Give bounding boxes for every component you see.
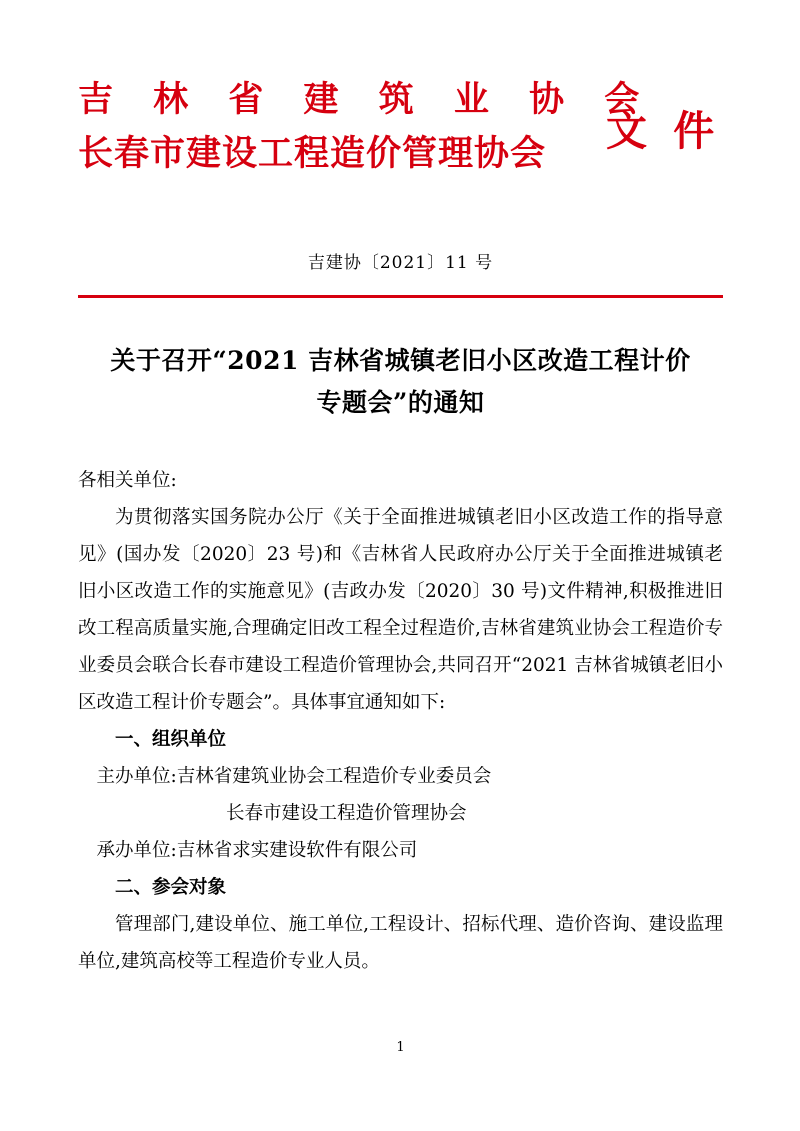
issuing-organization-line-2: 长春市建设工程造价管理协会 xyxy=(78,133,547,174)
section-heading-organizers: 一、组织单位 xyxy=(115,729,227,750)
salutation: 各相关单位: xyxy=(78,470,177,491)
page-title: 关于召开“2021 吉林省城镇老旧小区改造工程计价专题会”的通知 xyxy=(110,346,691,417)
document-body xyxy=(78,462,723,980)
letterhead xyxy=(78,72,723,202)
issuing-organization-line-1: 吉 林 省 建 筑 业 协 会 xyxy=(78,79,654,120)
document-content-area xyxy=(78,0,723,1131)
body-paragraph-1: 为贯彻落实国务院办公厅《关于全面推进城镇老旧小区改造工作的指导意见》(国办发〔2020〕23 号)和《吉林省人民政府办公厅关于全面推进城镇老旧小区改造工作的实施意见》(吉政办发〔2020〕30 号)文件精神,积极推进旧改工程高质量实施,合理确定旧改工程全过程造价,吉林省建筑业协会工程造价专业委员会联合长春市建设工程造价管理协会,共同召开“2021 吉林省城镇老旧小区改造工程计价专题会”。具体事宜通知如下: xyxy=(78,507,723,713)
section-heading-attendees: 二、参会对象 xyxy=(115,877,227,898)
organizer-unit-line: 承办单位:吉林省求实建设软件有限公司 xyxy=(96,840,418,861)
document-type-word: 文 件 xyxy=(606,107,721,155)
red-divider-rule xyxy=(78,295,723,298)
host-unit-line: 主办单位:吉林省建筑业协会工程造价专业委员会 xyxy=(96,766,492,787)
document-number: 吉建协〔2021〕11 号 xyxy=(307,253,494,273)
page-number: 1 xyxy=(396,1040,405,1055)
host-unit-line-2: 长春市建设工程造价管理协会 xyxy=(226,803,467,824)
attendees-paragraph: 管理部门,建设单位、施工单位,工程设计、招标代理、造价咨询、建设监理单位,建筑高校等工程造价专业人员。 xyxy=(78,914,723,972)
